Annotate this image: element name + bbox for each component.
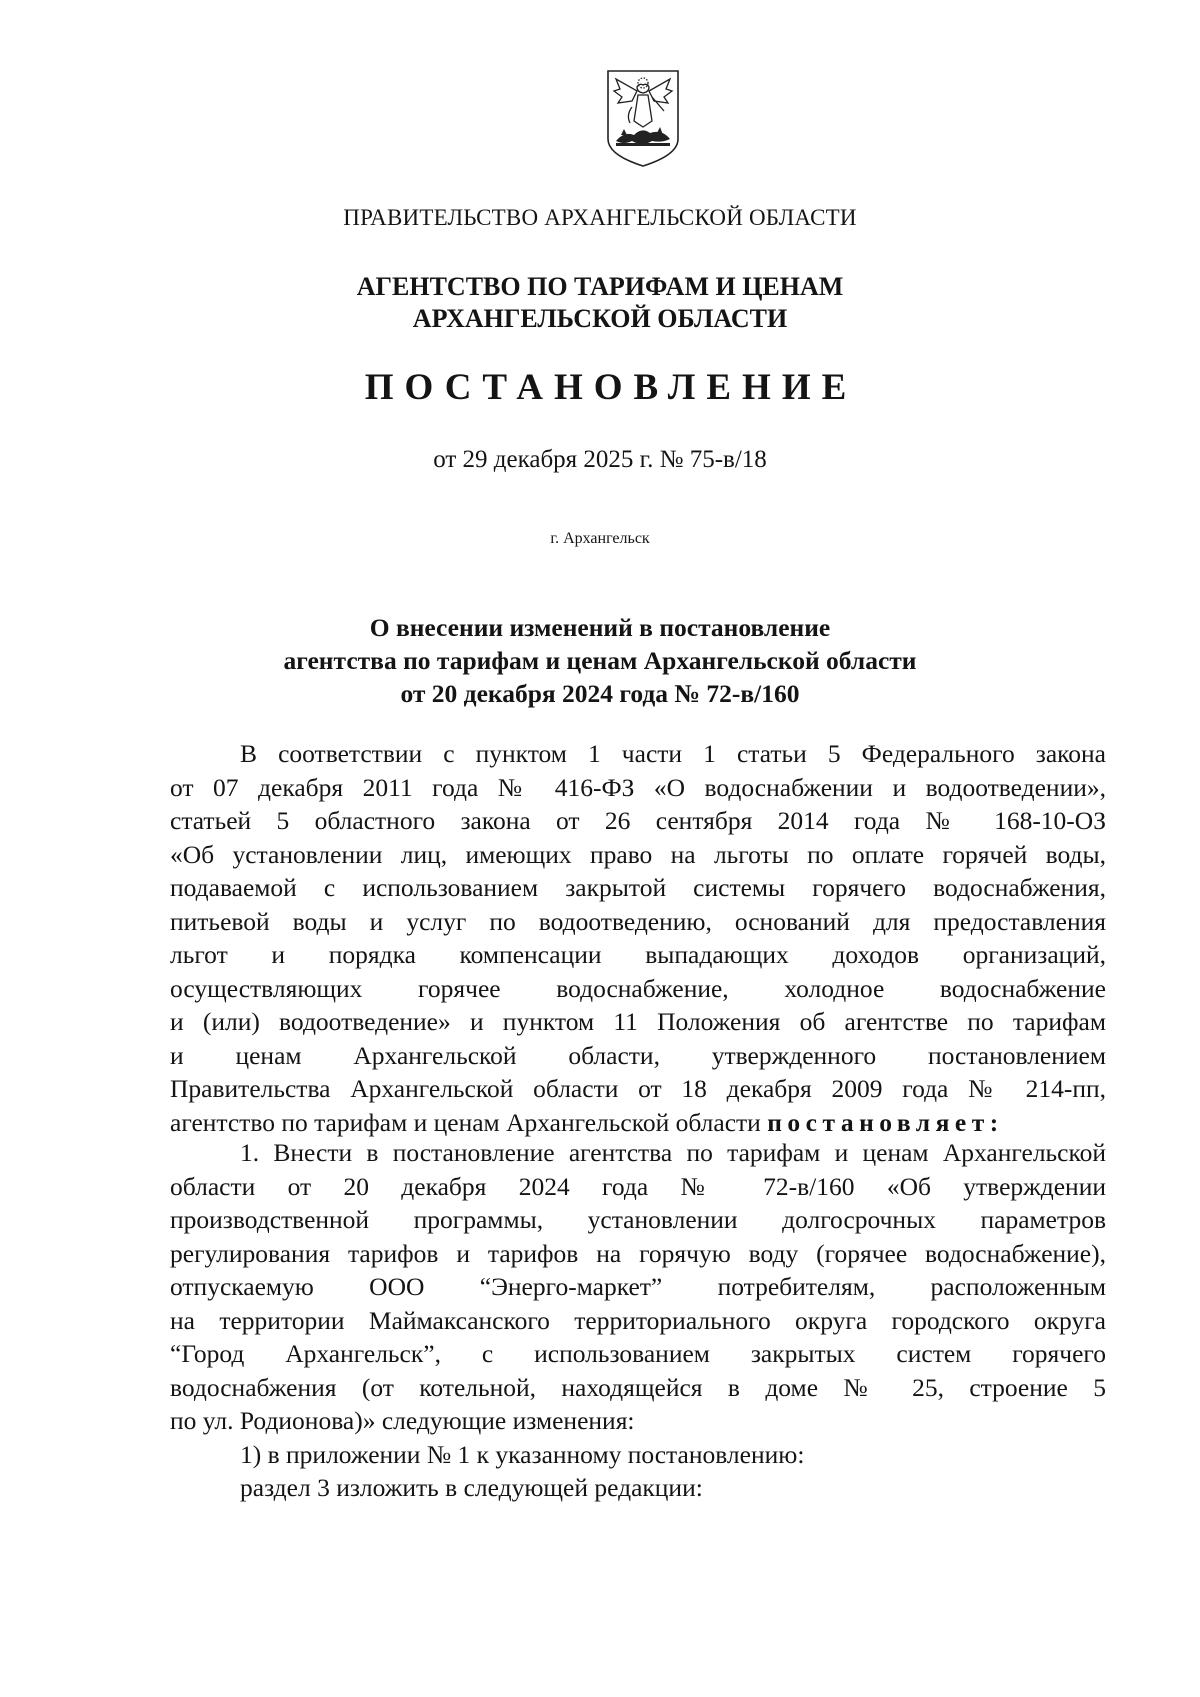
preamble-line: подаваемой с использованием закрытой системы горячего водоснабжения, (170, 873, 1106, 902)
preamble-line: питьевой воды и услуг по водоотведению, оснований для предоставления (170, 906, 1106, 936)
document-type: ПОСТАНОВЛЕНИЕ (364, 367, 858, 408)
document-city: г. Архангельск (550, 530, 650, 547)
agency-title-line-2: АРХАНГЕЛЬСКОЙ ОБЛАСТИ (412, 304, 788, 333)
preamble-line: льгот и порядка компенсации выпадающих доходов организаций, (170, 940, 1106, 969)
item-1-line: отпускаемую ООО “Энерго-маркет” потребителям, расположенным (170, 1272, 1106, 1301)
preamble-line: «Об установлении лиц, имеющих право на льготы по оплате горячей воды, (170, 839, 1106, 869)
subject-line-1: О внесении изменений в постановление (369, 613, 831, 642)
agency-title-line-1: АГЕНТСТВО ПО ТАРИФАМ И ЦЕНАМ (356, 272, 844, 301)
item-1-line: водоснабжения (от котельной, находящейся в доме № 25, строение 5 (170, 1372, 1106, 1402)
preamble-last-line-text: агентство по тарифам и ценам Архангельской области (170, 1107, 768, 1137)
subject-line-3: от 20 декабря 2024 года № 72-в/160 (400, 679, 800, 708)
item-1-line: производственной программы, установлении долгосрочных параметров (170, 1205, 1106, 1234)
document-date-number: от 29 декабря 2025 г. № 75-в/18 (433, 446, 767, 473)
resolves-keyword: постановляет: (767, 1107, 1004, 1137)
preamble-last-line (170, 1106, 1106, 1140)
preamble-line: от 07 декабря 2011 года № 416-ФЗ «О водоснабжении и водоотведении», (170, 772, 1106, 802)
item-1-line: по ул. Родионова)» следующие изменения: (170, 1406, 635, 1435)
preamble-paragraph (170, 737, 1106, 1139)
preamble-line: и (или) водоотведение» и пунктом 11 Положения об агентстве по тарифам (170, 1007, 1106, 1036)
item-1-subitem-line: 1) в приложении № 1 к указанному постановлению: (240, 1439, 805, 1469)
item-1-line: области от 20 декабря 2024 года № 72-в/160 «Об утверждении (170, 1171, 1106, 1201)
subject-line-2: агентства по тарифам и ценам Архангельской области (283, 646, 917, 675)
preamble-line: осуществляющих горячее водоснабжение, холодное водоснабжение (170, 973, 1106, 1003)
coat-of-arms-icon (602, 67, 684, 169)
item-1-line: регулирования тарифов и тарифов на горячую воду (горячее водоснабжение), (170, 1238, 1106, 1268)
preamble-line: В соответствии с пунктом 1 части 1 статьи 5 Федерального закона (240, 739, 1106, 768)
item-1-subitem-line: раздел 3 изложить в следующей редакции: (240, 1473, 703, 1502)
item-1-line: 1. Внести в постановление агентства по тарифам и ценам Архангельской (240, 1138, 1106, 1167)
preamble-line: Правительства Архангельской области от 18 декабря 2009 года № 214-пп, (170, 1074, 1106, 1103)
item-1-paragraph (170, 1136, 1106, 1505)
item-1-line: “Город Архангельск”, с использованием закрытых систем горячего (170, 1339, 1106, 1368)
preamble-line: статьей 5 областного закона от 26 сентября 2014 года № 168-10-ОЗ (170, 806, 1106, 835)
item-1-line: на территории Маймаксанского территориального округа городского округа (170, 1305, 1106, 1335)
government-title: ПРАВИТЕЛЬСТВО АРХАНГЕЛЬСКОЙ ОБЛАСТИ (343, 205, 857, 230)
preamble-line: и ценам Архангельской области, утвержденного постановлением (170, 1040, 1106, 1070)
